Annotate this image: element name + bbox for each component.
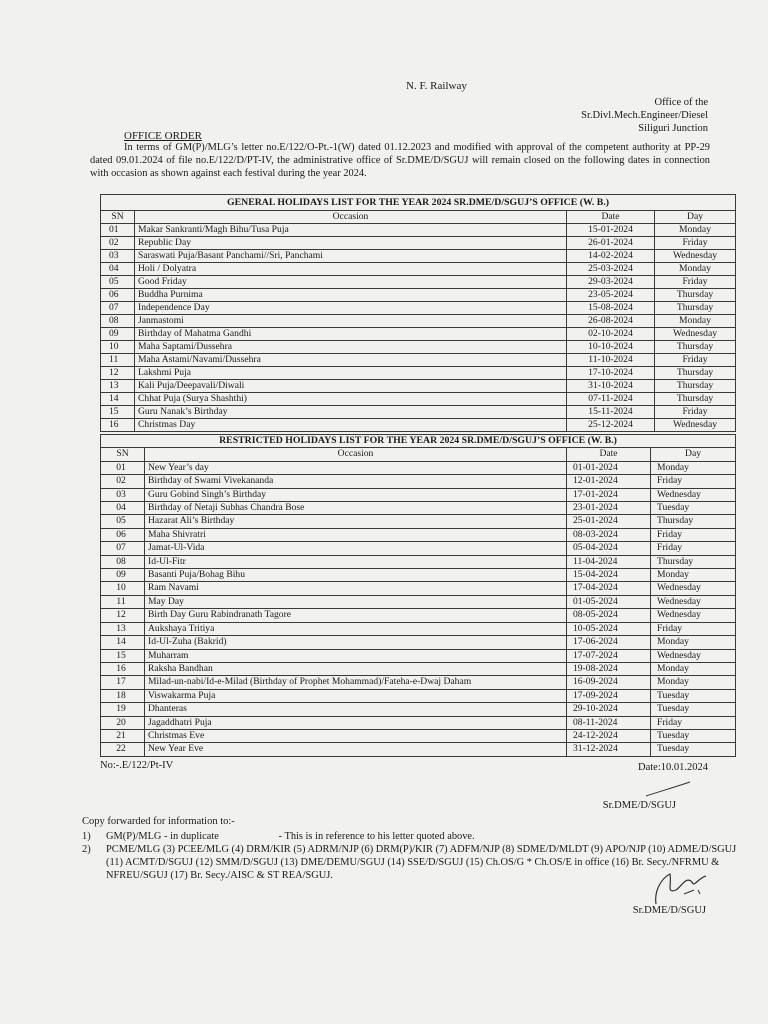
table-row — [101, 250, 736, 263]
row-day: Thursday — [655, 393, 736, 406]
row-occasion: Chhat Puja (Surya Shashthi) — [135, 393, 567, 406]
row-occasion: Makar Sankranti/Magh Bihu/Tusa Puja — [135, 224, 567, 237]
table-row — [101, 276, 736, 289]
signatory: Sr.DME/D/SGUJ — [602, 800, 676, 811]
row-sn: 06 — [101, 289, 135, 302]
row-sn: 02 — [101, 475, 145, 488]
row-date: 15-08-2024 — [567, 302, 655, 315]
row-date: 26-08-2024 — [567, 315, 655, 328]
row-occasion: Birth Day Guru Rabindranath Tagore — [145, 609, 567, 622]
row-day: Monday — [651, 662, 736, 675]
row-sn: 09 — [101, 569, 145, 582]
row-occasion: Birthday of Netaji Subhas Chandra Bose — [145, 502, 567, 515]
table-row — [101, 569, 736, 582]
row-day: Friday — [655, 276, 736, 289]
row-day: Friday — [655, 237, 736, 250]
row-date: 17-01-2024 — [567, 488, 651, 501]
row-day: Thursday — [651, 555, 736, 568]
row-date: 23-01-2024 — [567, 502, 651, 515]
row-date: 25-03-2024 — [567, 263, 655, 276]
row-sn: 07 — [101, 542, 145, 555]
row-date: 05-04-2024 — [567, 542, 651, 555]
row-occasion: Republic Day — [135, 237, 567, 250]
row-occasion: Basanti Puja/Bohag Bihu — [145, 569, 567, 582]
row-occasion: Holi / Dolyatra — [135, 263, 567, 276]
row-date: 17-04-2024 — [567, 582, 651, 595]
row-date: 08-11-2024 — [567, 716, 651, 729]
table-row — [101, 237, 736, 250]
table-row — [101, 302, 736, 315]
table-row — [101, 743, 736, 756]
row-day: Thursday — [651, 515, 736, 528]
row-occasion: Id-Ul-Fitr — [145, 555, 567, 568]
row-occasion: New Year’s day — [145, 461, 567, 474]
row-sn: 04 — [101, 502, 145, 515]
row-day: Friday — [651, 542, 736, 555]
row-date: 31-10-2024 — [567, 380, 655, 393]
row-sn: 09 — [101, 328, 135, 341]
table-row — [101, 636, 736, 649]
column-header-occasion: Occasion — [135, 211, 567, 224]
restricted-holidays-table — [100, 434, 736, 757]
row-day: Tuesday — [651, 689, 736, 702]
table-row — [101, 328, 736, 341]
row-date: 29-03-2024 — [567, 276, 655, 289]
table-row — [101, 341, 736, 354]
row-sn: 03 — [101, 250, 135, 263]
row-day: Thursday — [655, 367, 736, 380]
row-day: Friday — [651, 528, 736, 541]
row-occasion: Maha Shivratri — [145, 528, 567, 541]
office-address — [581, 96, 708, 135]
row-date: 10-05-2024 — [567, 622, 651, 635]
row-sn: 16 — [101, 419, 135, 432]
row-occasion: Dhanteras — [145, 703, 567, 716]
table-row — [101, 475, 736, 488]
signatory-2: Sr.DME/D/SGUJ — [632, 905, 706, 916]
column-header-date: Date — [567, 448, 651, 461]
row-sn: 11 — [101, 595, 145, 608]
row-occasion: May Day — [145, 595, 567, 608]
row-day: Wednesday — [655, 328, 736, 341]
table-row — [101, 716, 736, 729]
row-occasion: Raksha Bandhan — [145, 662, 567, 675]
row-day: Monday — [651, 569, 736, 582]
row-date: 25-12-2024 — [567, 419, 655, 432]
row-sn: 06 — [101, 528, 145, 541]
row-day: Friday — [651, 716, 736, 729]
row-date: 24-12-2024 — [567, 729, 651, 742]
row-date: 23-05-2024 — [567, 289, 655, 302]
row-sn: 01 — [101, 461, 145, 474]
row-sn: 11 — [101, 354, 135, 367]
row-day: Wednesday — [651, 488, 736, 501]
table-row — [101, 595, 736, 608]
row-sn: 21 — [101, 729, 145, 742]
row-sn: 08 — [101, 315, 135, 328]
office-line: Office of the — [654, 97, 708, 108]
row-date: 17-10-2024 — [567, 367, 655, 380]
row-occasion: Christmas Eve — [145, 729, 567, 742]
column-header-sn: SN — [101, 211, 135, 224]
row-sn: 20 — [101, 716, 145, 729]
row-day: Monday — [651, 461, 736, 474]
row-occasion: Janmastomi — [135, 315, 567, 328]
row-date: 17-06-2024 — [567, 636, 651, 649]
row-sn: 13 — [101, 622, 145, 635]
row-day: Friday — [651, 622, 736, 635]
row-day: Tuesday — [651, 502, 736, 515]
order-text: In terms of GM(P)/MLG’s letter no.E/122/O-Pt.-1(W) dated 01.12.2023 and modified with approval of the competent authority at PP-29 dated 09.01.2024 of file no.E/122/D/PT-IV, the administrative office of Sr.DME/D/SGUJ will remain closed on the following dates in connection with occasion as shown against each festival during the year 2024. — [90, 142, 710, 179]
row-date: 11-04-2024 — [567, 555, 651, 568]
row-occasion: Christmas Day — [135, 419, 567, 432]
reference-number: No:-.E/122/Pt-IV — [100, 760, 174, 771]
row-sn: 10 — [101, 582, 145, 595]
list-number: 2) — [82, 844, 91, 855]
row-occasion: New Year Eve — [145, 743, 567, 756]
row-day: Monday — [651, 636, 736, 649]
row-day: Thursday — [655, 380, 736, 393]
row-sn: 22 — [101, 743, 145, 756]
table-row — [101, 406, 736, 419]
table-row — [101, 676, 736, 689]
row-occasion: Maha Saptami/Dussehra — [135, 341, 567, 354]
row-day: Monday — [651, 676, 736, 689]
row-day: Tuesday — [651, 743, 736, 756]
signature-mark-icon — [644, 778, 694, 800]
column-header-occasion: Occasion — [145, 448, 567, 461]
row-date: 14-02-2024 — [567, 250, 655, 263]
row-sn: 07 — [101, 302, 135, 315]
row-occasion: Birthday of Mahatma Gandhi — [135, 328, 567, 341]
row-sn: 18 — [101, 689, 145, 702]
recipient: GM(P)/MLG - in duplicate — [106, 831, 219, 842]
row-sn: 03 — [101, 488, 145, 501]
row-day: Monday — [655, 224, 736, 237]
row-date: 15-11-2024 — [567, 406, 655, 419]
table-row — [101, 622, 736, 635]
table-row — [101, 354, 736, 367]
row-occasion: Hazarat Ali’s Birthday — [145, 515, 567, 528]
table-row — [101, 419, 736, 432]
list-item — [82, 830, 748, 843]
row-sn: 12 — [101, 609, 145, 622]
row-occasion: Independence Day — [135, 302, 567, 315]
order-title: OFFICE ORDER — [124, 130, 202, 142]
row-sn: 17 — [101, 676, 145, 689]
row-sn: 19 — [101, 703, 145, 716]
row-sn: 01 — [101, 224, 135, 237]
row-occasion: Good Friday — [135, 276, 567, 289]
row-day: Wednesday — [651, 595, 736, 608]
row-occasion: Guru Nanak’s Birthday — [135, 406, 567, 419]
list-number: 1) — [82, 831, 91, 842]
row-date: 17-09-2024 — [567, 689, 651, 702]
row-day: Thursday — [655, 341, 736, 354]
table-row — [101, 542, 736, 555]
column-header-day: Day — [651, 448, 736, 461]
row-occasion: Ram Navami — [145, 582, 567, 595]
column-header-date: Date — [567, 211, 655, 224]
table-row — [101, 609, 736, 622]
row-day: Thursday — [655, 289, 736, 302]
order-date: Date:10.01.2024 — [638, 762, 708, 773]
column-header-day: Day — [655, 211, 736, 224]
row-sn: 05 — [101, 515, 145, 528]
row-sn: 15 — [101, 649, 145, 662]
row-date: 15-01-2024 — [567, 224, 655, 237]
row-occasion: Lakshmi Puja — [135, 367, 567, 380]
row-date: 26-01-2024 — [567, 237, 655, 250]
table-row — [101, 662, 736, 675]
row-occasion: Kali Puja/Deepavali/Diwali — [135, 380, 567, 393]
row-sn: 14 — [101, 393, 135, 406]
row-day: Thursday — [655, 302, 736, 315]
row-date: 11-10-2024 — [567, 354, 655, 367]
general-holidays-rows — [101, 224, 736, 432]
table-row — [101, 515, 736, 528]
table-row — [101, 461, 736, 474]
table-row — [101, 582, 736, 595]
row-sn: 05 — [101, 276, 135, 289]
row-date: 01-01-2024 — [567, 461, 651, 474]
row-date: 02-10-2024 — [567, 328, 655, 341]
row-sn: 16 — [101, 662, 145, 675]
row-date: 12-01-2024 — [567, 475, 651, 488]
table-row — [101, 502, 736, 515]
row-date: 17-07-2024 — [567, 649, 651, 662]
row-day: Wednesday — [655, 250, 736, 263]
row-date: 07-11-2024 — [567, 393, 655, 406]
row-date: 15-04-2024 — [567, 569, 651, 582]
row-occasion: Guru Gobind Singh’s Birthday — [145, 488, 567, 501]
row-sn: 02 — [101, 237, 135, 250]
row-sn: 12 — [101, 367, 135, 380]
table-row — [101, 729, 736, 742]
row-occasion: Jagaddhatri Puja — [145, 716, 567, 729]
row-sn: 08 — [101, 555, 145, 568]
row-day: Wednesday — [655, 419, 736, 432]
table-row — [101, 367, 736, 380]
organization-name: N. F. Railway — [406, 80, 467, 92]
table-row — [101, 393, 736, 406]
row-date: 16-09-2024 — [567, 676, 651, 689]
table-row — [101, 703, 736, 716]
row-day: Friday — [655, 354, 736, 367]
row-date: 25-01-2024 — [567, 515, 651, 528]
table-row — [101, 528, 736, 541]
row-day: Tuesday — [651, 729, 736, 742]
row-day: Friday — [651, 475, 736, 488]
row-date: 31-12-2024 — [567, 743, 651, 756]
table-row — [101, 689, 736, 702]
row-sn: 04 — [101, 263, 135, 276]
table-row — [101, 649, 736, 662]
row-date: 19-08-2024 — [567, 662, 651, 675]
row-date: 08-05-2024 — [567, 609, 651, 622]
row-sn: 15 — [101, 406, 135, 419]
table-row — [101, 315, 736, 328]
table-row — [101, 263, 736, 276]
row-day: Monday — [655, 263, 736, 276]
recipient-note: - This is in reference to his letter quoted above. — [278, 831, 475, 842]
office-line: Siliguri Junction — [638, 123, 708, 134]
row-occasion: Muharram — [145, 649, 567, 662]
recipient: PCME/MLG (3) PCEE/MLG (4) DRM/KIR (5) ADRM/NJP (6) DRM(P)/KIR (7) ADFM/NJP (8) SDME/D/MLDT (9) APO/NJP (10) ADME/D/SGUJ (11) ACMT/D/SGUJ (12) SMM/D/SGUJ (13) DME/DEMU/SGUJ (14) SSE/D/SGUJ (15) Ch.OS/G * Ch.OS/E in office (16) Br. Secy./NFRMU & NFREU/SGUJ (17) Br. Secy./AISC & ST REA/SGUJ. — [106, 844, 737, 881]
table-row — [101, 555, 736, 568]
copy-forwarded-heading: Copy forwarded for information to:- — [82, 816, 235, 827]
office-line: Sr.Divl.Mech.Engineer/Diesel — [581, 110, 708, 121]
table-row — [101, 224, 736, 237]
table-row — [101, 289, 736, 302]
column-header-sn: SN — [101, 448, 145, 461]
row-date: 01-05-2024 — [567, 595, 651, 608]
row-occasion: Id-Ul-Zuha (Bakrid) — [145, 636, 567, 649]
row-occasion: Saraswati Puja/Basant Panchami//Sri, Panchami — [135, 250, 567, 263]
general-holidays-table — [100, 194, 736, 432]
row-day: Friday — [655, 406, 736, 419]
row-occasion: Birthday of Swami Vivekananda — [145, 475, 567, 488]
handwritten-signature-icon — [636, 860, 726, 910]
row-occasion: Maha Astami/Navami/Dussehra — [135, 354, 567, 367]
table-row — [101, 380, 736, 393]
row-date: 08-03-2024 — [567, 528, 651, 541]
row-occasion: Buddha Purnima — [135, 289, 567, 302]
general-holidays-title: GENERAL HOLIDAYS LIST FOR THE YEAR 2024 SR.DME/D/SGUJ’S OFFICE (W. B.) — [101, 195, 736, 211]
row-sn: 13 — [101, 380, 135, 393]
row-day: Wednesday — [651, 582, 736, 595]
row-date: 10-10-2024 — [567, 341, 655, 354]
row-day: Wednesday — [651, 649, 736, 662]
row-sn: 10 — [101, 341, 135, 354]
row-day: Monday — [655, 315, 736, 328]
row-occasion: Viswakarma Puja — [145, 689, 567, 702]
row-day: Tuesday — [651, 703, 736, 716]
restricted-holidays-title: RESTRICTED HOLIDAYS LIST FOR THE YEAR 2024 SR.DME/D/SGUJ’S OFFICE (W. B.) — [101, 435, 736, 448]
row-day: Wednesday — [651, 609, 736, 622]
row-sn: 14 — [101, 636, 145, 649]
table-row — [101, 488, 736, 501]
row-occasion: Jamat-Ul-Vida — [145, 542, 567, 555]
row-occasion: Aukshaya Tritiya — [145, 622, 567, 635]
row-occasion: Milad-un-nabi/Id-e-Milad (Birthday of Prophet Mohammad)/Fateha-e-Dwaj Daham — [145, 676, 567, 689]
row-date: 29-10-2024 — [567, 703, 651, 716]
restricted-holidays-rows — [101, 461, 736, 756]
